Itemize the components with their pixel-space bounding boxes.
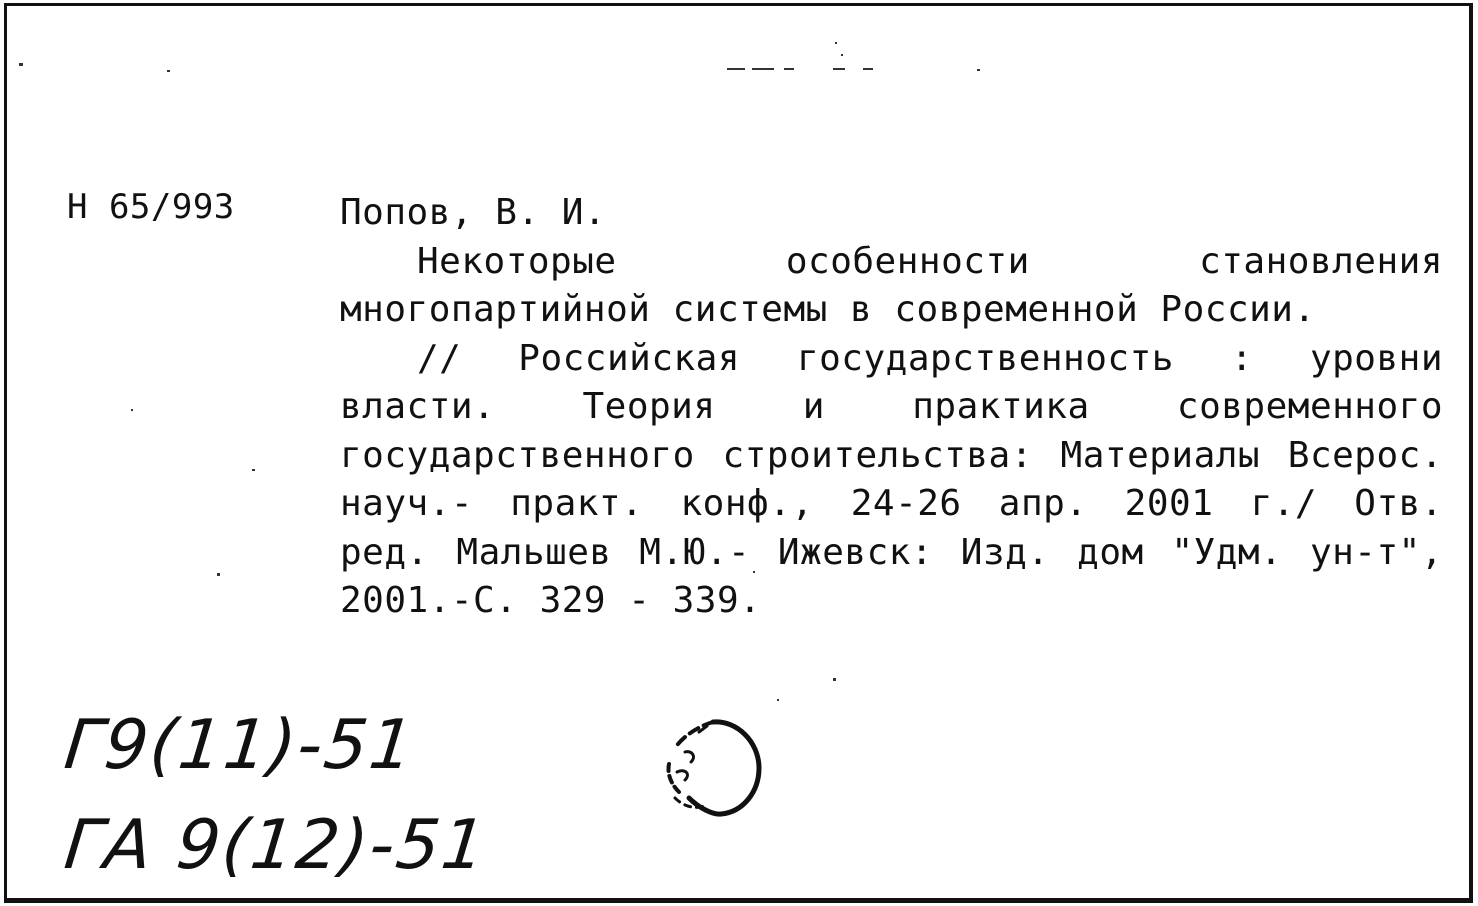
author: Попов, В. И. [340,192,607,233]
stamp-mark [655,712,767,824]
bibliographic-entry [340,189,1443,626]
handwritten-classification-1: Г9(11)-51 [60,706,419,785]
handwritten-classification-2: ГА 9(12)-51 [60,806,492,885]
catalog-card [4,3,1473,903]
source-description: // Российская государственность : уровни власти. Теория и практика современного государственного строительства: Материалы Всерос. науч.- практ. конф., 24-26 апр. 2001 г./ Отв. ред. Мальшев М.Ю.- Ижевск: Изд. дом "Удм. ун-т", 2001.-С. 329 - 339. [340,337,1443,621]
call-number: Н 65/993 [67,187,235,227]
work-title: Некоторые особенности становления многопартийной системы в современной России. [340,240,1443,330]
